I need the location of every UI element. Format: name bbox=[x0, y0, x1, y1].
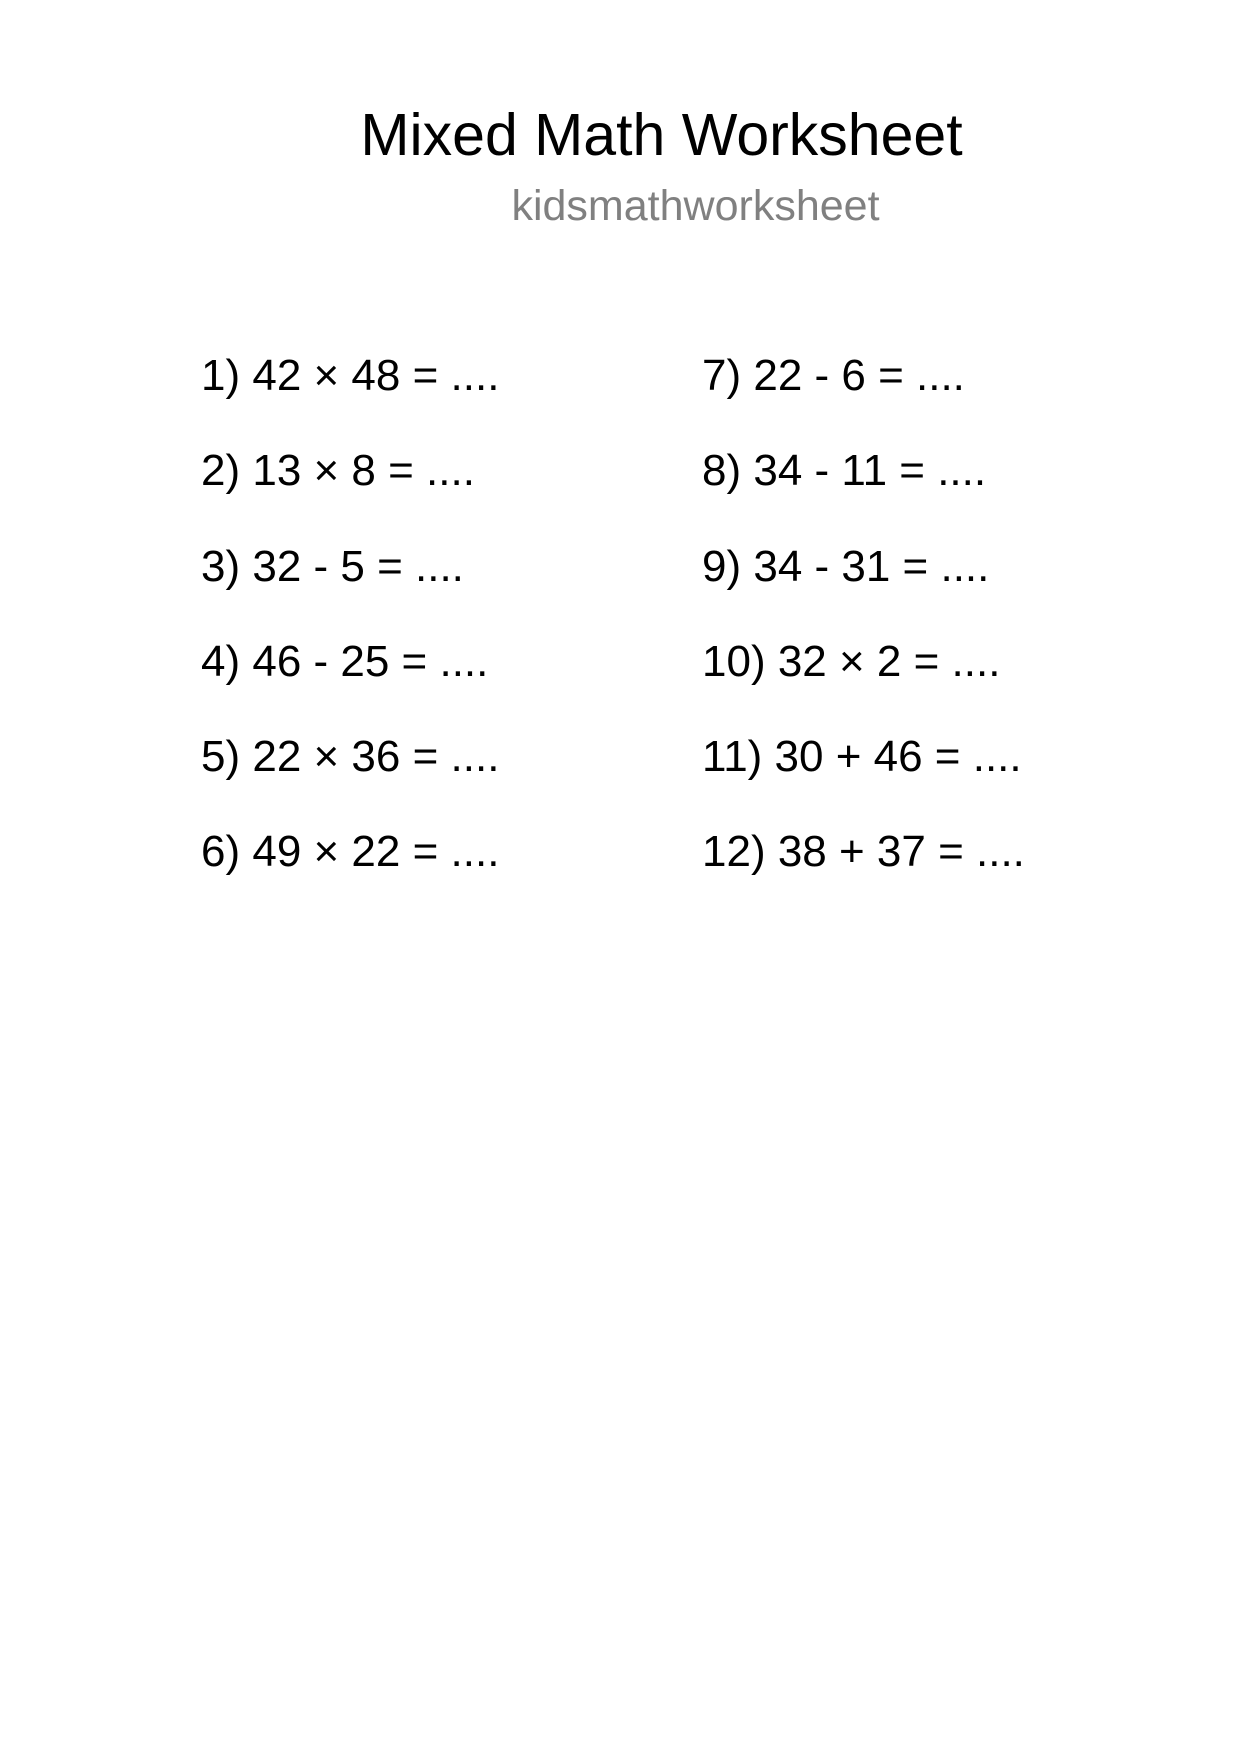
problem-6: 6) 49 × 22 = .... bbox=[201, 827, 500, 876]
problem-11: 11) 30 + 46 = .... bbox=[702, 732, 1022, 781]
problem-1: 1) 42 × 48 = .... bbox=[201, 351, 500, 400]
problem-2: 2) 13 × 8 = .... bbox=[201, 446, 475, 495]
problem-7: 7) 22 - 6 = .... bbox=[702, 351, 965, 400]
problem-4: 4) 46 - 25 = .... bbox=[201, 637, 489, 686]
problem-10: 10) 32 × 2 = .... bbox=[702, 637, 1001, 686]
problem-12: 12) 38 + 37 = .... bbox=[702, 827, 1025, 876]
worksheet-subtitle: kidsmathworksheet bbox=[511, 182, 880, 230]
problem-9: 9) 34 - 31 = .... bbox=[702, 542, 990, 591]
problem-5: 5) 22 × 36 = .... bbox=[201, 732, 500, 781]
problem-3: 3) 32 - 5 = .... bbox=[201, 542, 464, 591]
problem-8: 8) 34 - 11 = .... bbox=[702, 446, 987, 495]
worksheet-title: Mixed Math Worksheet bbox=[360, 102, 963, 168]
